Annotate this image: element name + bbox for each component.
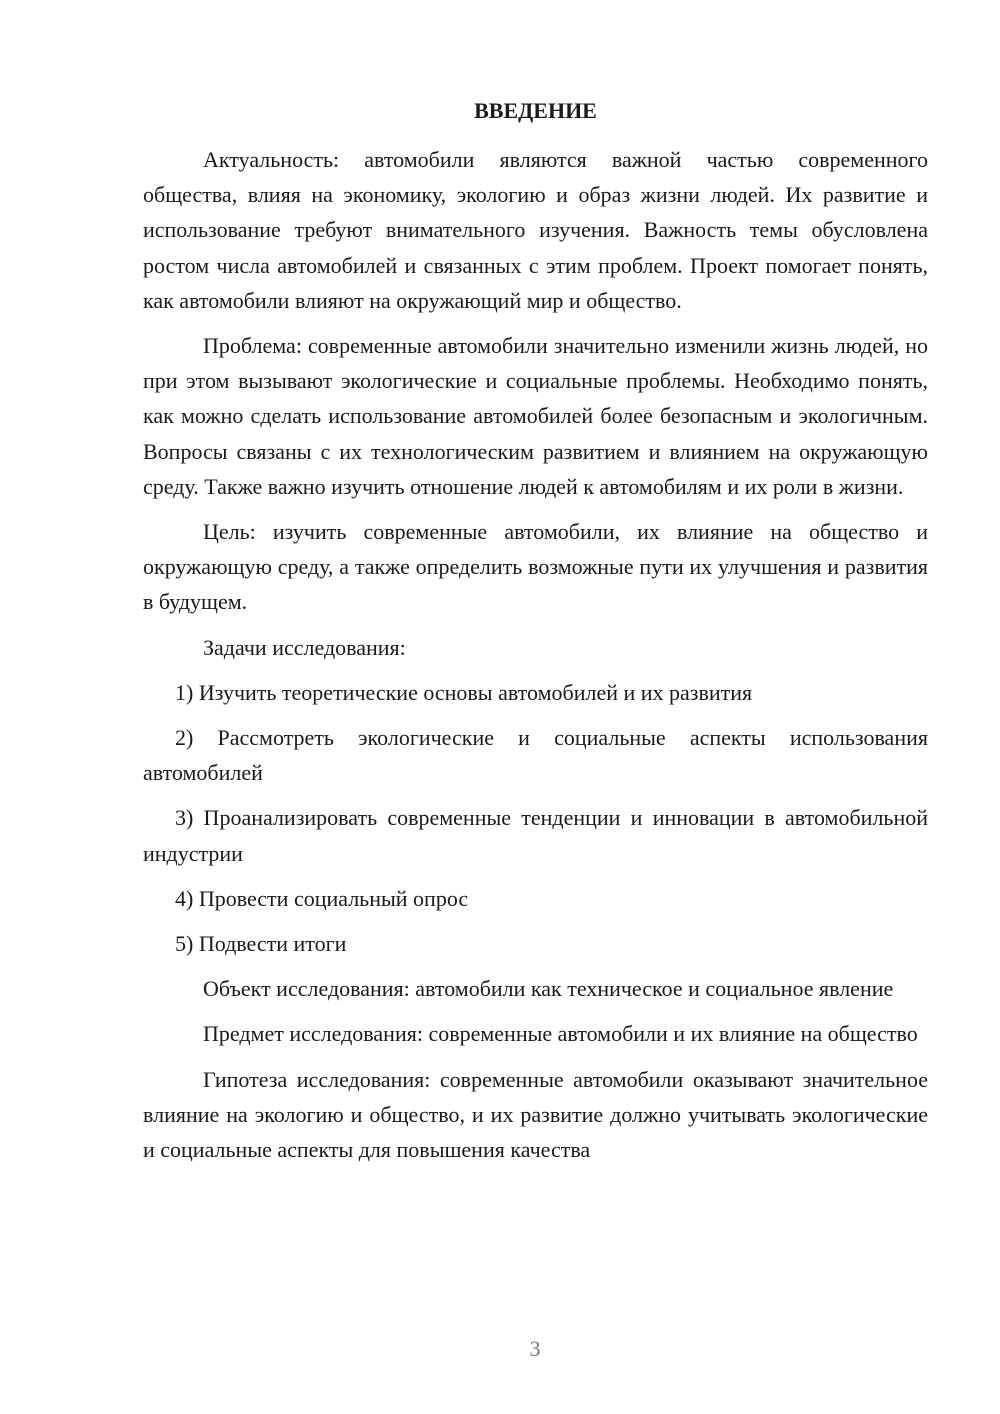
hypothesis-paragraph: Гипотеза исследования: современные автомобили оказывают значительное влияние на экологию и общество, и их развитие должно учитывать экологические и социальные аспекты для повышения качества bbox=[143, 1066, 928, 1163]
tasks-heading: Задачи исследования: bbox=[203, 634, 406, 660]
document-page bbox=[143, 98, 928, 1177]
problem-paragraph: Проблема: современные автомобили значительно изменили жизнь людей, но при этом вызывают экологические и социальные проблемы. Необходимо понять, как можно сделать использование автомобилей более безопасным и экологичным. Вопросы связаны с их технологическим развитием и влиянием на окружающую среду. Также важно изучить отношение людей к автомобилям и их роли в жизни. bbox=[143, 333, 928, 499]
page-number: 3 bbox=[529, 1336, 541, 1361]
task-item: 1) Изучить теоретические основы автомобилей и их развития bbox=[175, 679, 753, 705]
task-item: 4) Провести социальный опрос bbox=[175, 885, 469, 911]
relevance-paragraph: Актуальность: автомобили являются важной частью современного общества, влияя на экономику, экологию и образ жизни людей. Их развитие и использование требуют внимательного изучения. Важность темы обусловлена ростом числа автомобилей и связанных с этим проблем. Проект помогает понять, как автомобили влияют на окружающий мир и общество. bbox=[143, 147, 928, 313]
research-object-paragraph: Объект исследования: автомобили как техническое и социальное явление bbox=[203, 976, 894, 1002]
section-title: ВВЕДЕНИЕ bbox=[474, 98, 597, 123]
task-item: 3) Проанализировать современные тенденции и инновации в автомобильной индустрии bbox=[143, 805, 928, 866]
task-item: 2) Рассмотреть экологические и социальные аспекты использования автомобилей bbox=[143, 725, 928, 786]
goal-paragraph: Цель: изучить современные автомобили, их влияние на общество и окружающую среду, а также определить возможные пути их улучшения и развития в будущем. bbox=[143, 519, 928, 615]
research-subject-paragraph: Предмет исследования: современные автомобили и их влияние на общество bbox=[203, 1021, 918, 1047]
task-item: 5) Подвести итоги bbox=[175, 931, 347, 957]
